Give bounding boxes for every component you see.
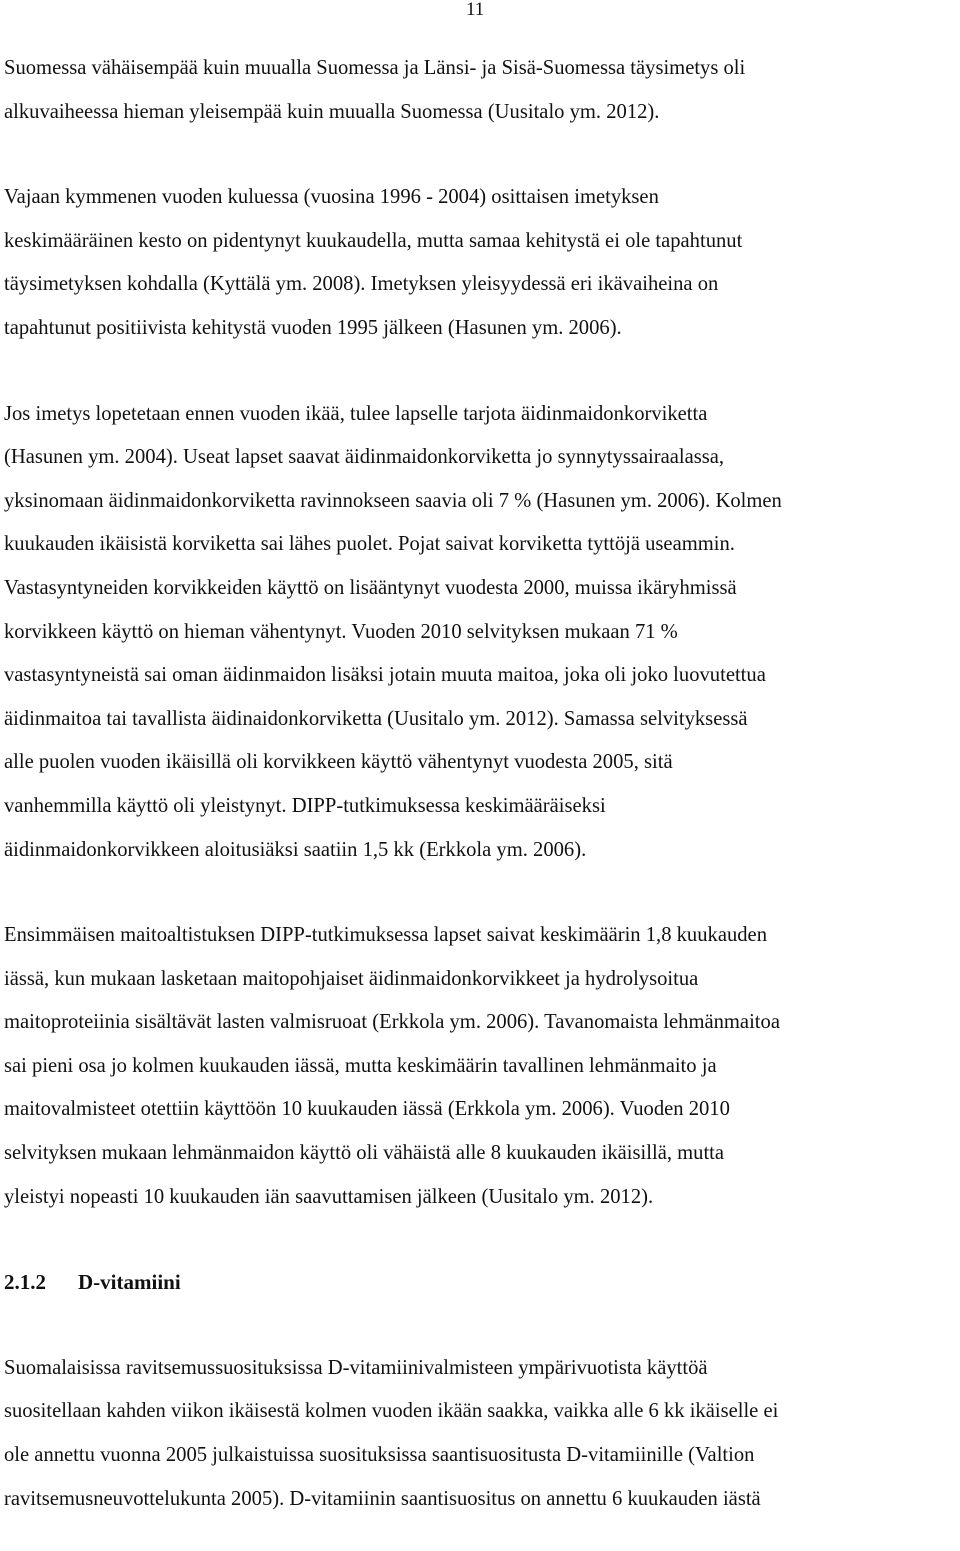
text-line: äidinmaitoa tai tavallista äidinaidonkorviketta (Uusitalo ym. 2012). Samassa selvityksessä bbox=[4, 707, 748, 730]
paragraph-3 bbox=[4, 393, 954, 873]
text-line: maitovalmisteet otettiin käyttöön 10 kuukauden iässä (Erkkola ym. 2006). Vuoden 2010 bbox=[4, 1098, 730, 1121]
text-line: alle puolen vuoden ikäisillä oli korvikkeen käyttö vähentynyt vuodesta 2005, sitä bbox=[4, 751, 673, 774]
text-line: alkuvaiheessa hieman yleisempää kuin muualla Suomessa (Uusitalo ym. 2012). bbox=[4, 100, 660, 123]
text-line: sai pieni osa jo kolmen kuukauden iässä, mutta keskimäärin tavallinen lehmänmaito ja bbox=[4, 1054, 717, 1077]
paragraph-gap bbox=[4, 872, 954, 914]
document-body bbox=[4, 47, 954, 1521]
paragraph-5 bbox=[4, 1347, 954, 1521]
text-line: täysimetyksen kohdalla (Kyttälä ym. 2008). Imetyksen yleisyydessä eri ikävaiheina on bbox=[4, 273, 719, 296]
text-line: yleistyi nopeasti 10 kuukauden iän saavuttamisen jälkeen (Uusitalo ym. 2012). bbox=[4, 1185, 654, 1208]
text-line: ole annettu vuonna 2005 julkaistuissa suosituksissa saantisuositusta D-vitamiinille (Valtion bbox=[4, 1444, 755, 1467]
paragraph-gap bbox=[4, 134, 954, 176]
text-line: korvikkeen käyttö on hieman vähentynyt. Vuoden 2010 selvityksen mukaan 71 % bbox=[4, 620, 678, 643]
text-line: äidinmaidonkorvikkeen aloitusiäksi saatiin 1,5 kk (Erkkola ym. 2006). bbox=[4, 838, 587, 861]
paragraph-gap bbox=[4, 1219, 954, 1261]
text-line: Suomalaisissa ravitsemussuosituksissa D-vitamiinivalmisteen ympärivuotista käyttöä bbox=[4, 1356, 708, 1379]
text-line: (Hasunen ym. 2004). Useat lapset saavat äidinmaidonkorviketta jo synnytyssairaalassa, bbox=[4, 446, 725, 469]
paragraph-gap bbox=[4, 351, 954, 393]
section-title: D-vitamiini bbox=[78, 1270, 181, 1295]
paragraph-gap bbox=[4, 1305, 954, 1347]
text-line: yksinomaan äidinmaidonkorviketta ravinnokseen saavia oli 7 % (Hasunen ym. 2006). Kolmen bbox=[4, 489, 782, 512]
paragraph-1 bbox=[4, 47, 954, 134]
page-number: 11 bbox=[466, 0, 485, 20]
text-line: Suomessa vähäisempää kuin muualla Suomessa ja Länsi- ja Sisä-Suomessa täysimetys oli bbox=[4, 57, 746, 79]
text-line: Ensimmäisen maitoaltistuksen DIPP-tutkimuksessa lapset saivat keskimäärin 1,8 kuukauden bbox=[4, 924, 767, 947]
section-number: 2.1.2 bbox=[4, 1270, 46, 1295]
paragraph-2 bbox=[4, 176, 954, 350]
text-line: Jos imetys lopetetaan ennen vuoden ikää, tulee lapselle tarjota äidinmaidonkorviketta bbox=[4, 402, 708, 425]
text-line: selvityksen mukaan lehmänmaidon käyttö oli vähäistä alle 8 kuukauden ikäisillä, mutta bbox=[4, 1142, 725, 1165]
text-line: ravitsemusneuvottelukunta 2005). D-vitamiinin saantisuositus on annettu 6 kuukauden iästä bbox=[4, 1487, 761, 1510]
text-line: iässä, kun mukaan lasketaan maitopohjaiset äidinmaidonkorvikkeet ja hydrolysoitua bbox=[4, 967, 699, 990]
text-line: kuukauden ikäisistä korviketta sai lähes puolet. Pojat saivat korviketta tyttöjä useammin. bbox=[4, 533, 735, 556]
text-line: tapahtunut positiivista kehitystä vuoden 1995 jälkeen (Hasunen ym. 2006). bbox=[4, 316, 622, 339]
text-line: maitoproteiinia sisältävät lasten valmisruoat (Erkkola ym. 2006). Tavanomaista lehmänmaitoa bbox=[4, 1011, 780, 1034]
text-line: Vastasyntyneiden korvikkeiden käyttö on lisääntynyt vuodesta 2000, muissa ikäryhmissä bbox=[4, 576, 737, 599]
text-line: vastasyntyneistä sai oman äidinmaidon lisäksi jotain muuta maitoa, joka oli joko luovutettua bbox=[4, 664, 766, 687]
text-line: vanhemmilla käyttö oli yleistynyt. DIPP-tutkimuksessa keskimääräiseksi bbox=[4, 794, 606, 817]
text-line: keskimääräinen kesto on pidentynyt kuukaudella, mutta samaa kehitystä ei ole tapahtunut bbox=[4, 229, 743, 252]
section-heading bbox=[4, 1261, 954, 1305]
text-line: suositellaan kahden viikon ikäisestä kolmen vuoden ikään saakka, vaikka alle 6 kk ikäiselle ei bbox=[4, 1400, 779, 1423]
text-line: Vajaan kymmenen vuoden kuluessa (vuosina 1996 - 2004) osittaisen imetyksen bbox=[4, 186, 659, 209]
paragraph-4 bbox=[4, 914, 954, 1219]
